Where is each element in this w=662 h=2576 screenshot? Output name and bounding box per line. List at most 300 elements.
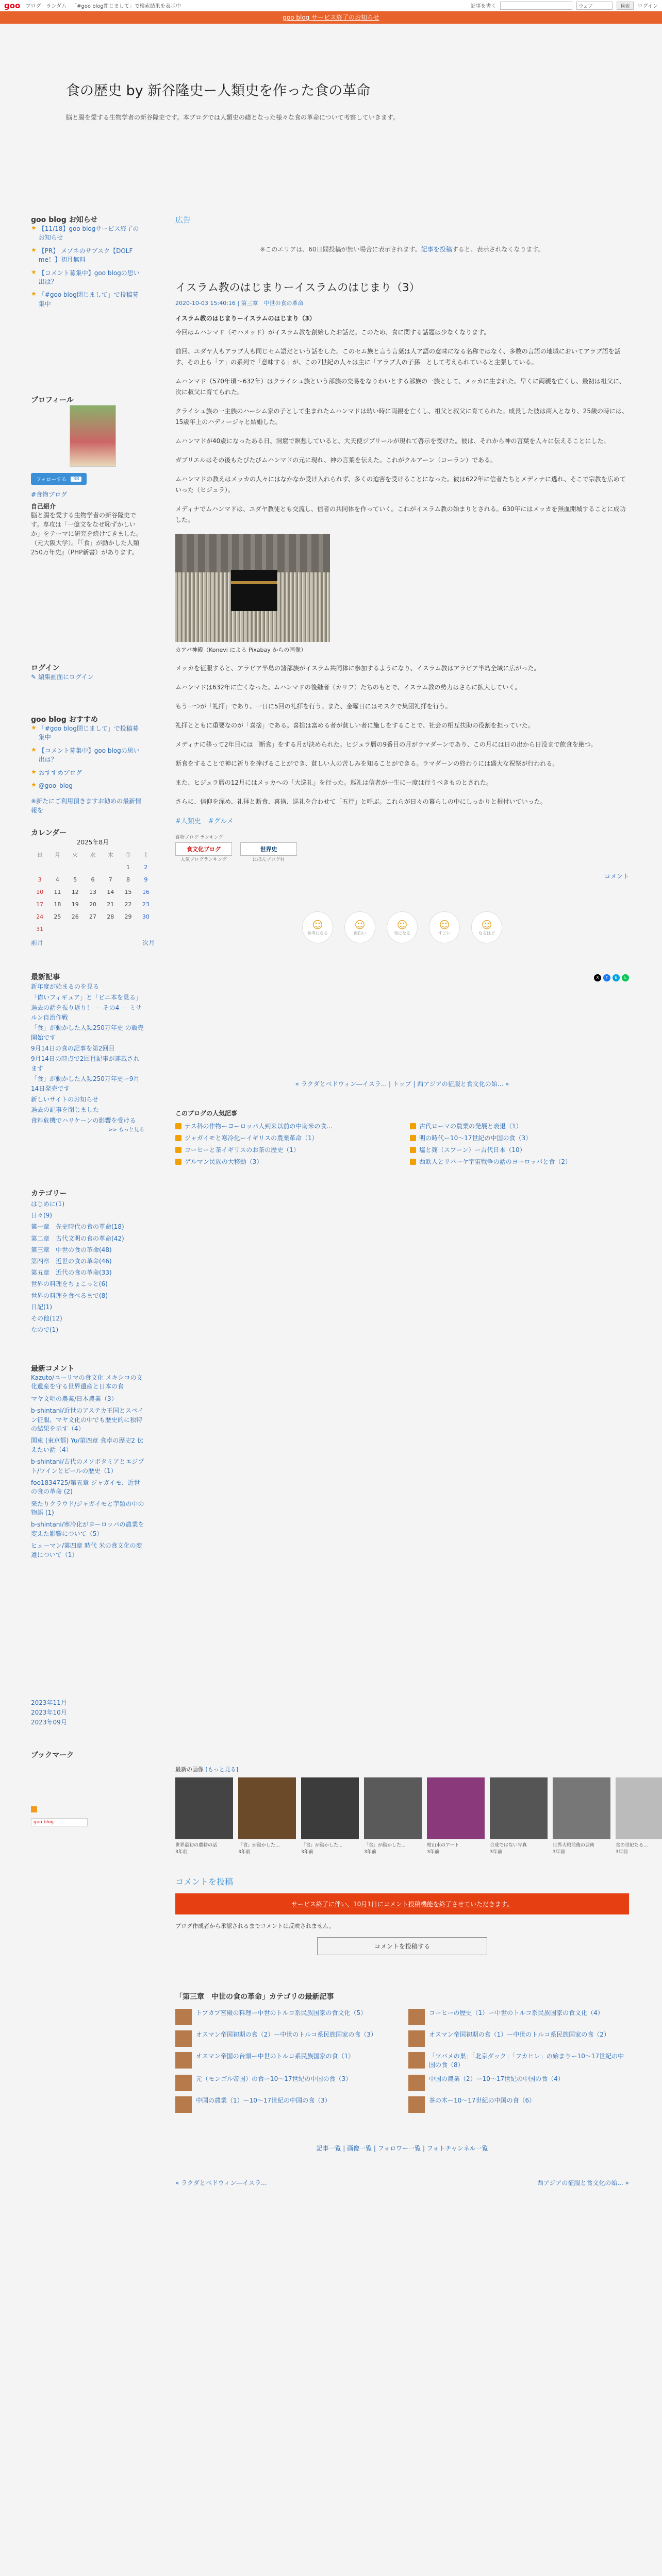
crown-icon: [175, 1147, 181, 1153]
article-paragraph: 前回、ユダヤ人もアラブ人も同じセム語だという話をした。このセム族と言う言葉は人ア語の意味になる名称ではなく、多数の言語の地域においてアラブ語を話す、その上ら「ア」の系列で「意味する」が、この7世紀の人々は主に「アラブ人の子孫」として考えられていると主張している。: [175, 348, 621, 366]
thumbnail-age: 3年前: [427, 1850, 439, 1855]
popular-link[interactable]: 古代ローマの農業の発展と衰退（1）: [419, 1123, 522, 1130]
popular-item: [410, 1133, 629, 1142]
calendar-day[interactable]: 14: [107, 888, 114, 895]
calendar-day[interactable]: 6: [91, 876, 95, 883]
category-link[interactable]: 第一章 先史時代の食の革命(18): [31, 1223, 124, 1231]
badge-caption: にほんブログ村: [252, 857, 285, 863]
recommend-note[interactable]: ※新たにご利用頂きますお勧めの最新情報を: [31, 798, 142, 815]
calendar-day[interactable]: 30: [142, 913, 150, 920]
reaction-label: すごい: [438, 930, 451, 936]
calendar-day[interactable]: 3: [38, 876, 42, 883]
popular-box: [175, 1109, 629, 1166]
popular-link[interactable]: ナス科の作物ーヨーロッパ人到来以前の中南米の食...: [185, 1123, 333, 1130]
comment-item: [31, 1479, 144, 1497]
calendar-day[interactable]: 8: [126, 876, 130, 883]
recent-post-link[interactable]: >> もっと見る: [108, 1127, 144, 1133]
thumbnail-image: [364, 1777, 422, 1839]
tag-link[interactable]: #人類史: [175, 818, 201, 826]
tag-link[interactable]: #グルメ: [208, 818, 234, 826]
crown-icon: [175, 1159, 181, 1165]
search-scope-select[interactable]: ウェブ: [576, 2, 613, 10]
comment-item: [31, 1541, 144, 1560]
follow-count: 38: [71, 477, 81, 482]
profile-handle[interactable]: #食物ブログ: [31, 491, 68, 498]
notice-link[interactable]: 「#goo blog閉じまして」で投稿募集中: [38, 291, 139, 308]
ad-note-text: すると、表示されなくなります。: [452, 246, 544, 253]
blog-description: 脳と腸を愛する生物学者の新谷隆史です。本ブログでは人類史の礎となった様々な食の革命について考察していきます。: [66, 114, 399, 121]
calendar-day[interactable]: 25: [54, 913, 61, 920]
recent-post-link[interactable]: 食料危機でハリケーンの影響を受ける: [31, 1116, 136, 1124]
calendar-weekday: 月: [54, 852, 60, 858]
article-category-link[interactable]: 第三章 中世の食の革命: [241, 300, 304, 307]
recent-post-link[interactable]: 新しいサイトのお知らせ: [31, 1095, 98, 1103]
comment-link-row: [175, 872, 629, 880]
comment-link[interactable]: マヤ文明の農業/日本農業（3）: [31, 1395, 118, 1402]
calendar-day: [31, 861, 48, 873]
footer-pager: [175, 2178, 629, 2187]
photo-caption: カアバ神殿（Konevi による Pixabay からの画像）: [175, 647, 307, 653]
calendar-day[interactable]: 22: [124, 901, 132, 908]
goo-topbar: [0, 0, 662, 11]
recent-image-card[interactable]: [616, 1777, 662, 1855]
calendar-day: [48, 861, 66, 873]
calendar-day[interactable]: 24: [36, 913, 44, 920]
calendar-day[interactable]: 17: [36, 901, 44, 908]
category-link[interactable]: 世界の料理を食べるまで(8): [31, 1292, 108, 1299]
star-icon: ★: [31, 246, 37, 253]
nav-random-link[interactable]: ランダム: [46, 4, 67, 9]
category-latest-link[interactable]: オスマン帝国初期の食（2）ー中世のトルコ系民族国家の食（3）: [196, 2031, 377, 2038]
recent-post-link[interactable]: 新年度が始まるのを見る: [31, 983, 100, 990]
thumbnail-image: [238, 1777, 296, 1839]
recent-image-card[interactable]: [301, 1777, 359, 1855]
thumbnail-image: [175, 1777, 233, 1839]
recent-image-card[interactable]: [175, 1777, 233, 1855]
crown-icon: [410, 1147, 416, 1153]
article-thumbnail[interactable]: [408, 2030, 425, 2047]
calendar-day[interactable]: 16: [142, 888, 150, 895]
ad-post-link[interactable]: 記事を投稿: [421, 246, 452, 253]
category-latest-link[interactable]: 中国の農業（2）ー10〜17世紀の中国の食（4）: [429, 2075, 564, 2082]
category-latest-link[interactable]: トプカプ宮殿の料理ー中世のトルコ系民族国家の食文化（5）: [196, 2009, 367, 2016]
article-paragraph: メディナでムハンマドは、ユダヤ教徒とも交流し、信者の共同体を作っていく。これがイスラム教の始まりとされる。630年にはメッカを無血開城することに成功した。: [175, 505, 626, 523]
prev-article-link[interactable]: « ラクダとベドウィン―イスラ...: [175, 2179, 267, 2187]
archive-box: [31, 1698, 144, 1728]
recent-post-link[interactable]: 9月14日の時点で2回目記事が連載されます: [31, 1055, 140, 1072]
comment-item: [31, 1520, 144, 1538]
comment-item: [31, 1458, 144, 1476]
calendar-weekday: 水: [90, 852, 96, 858]
article-paragraph: 断食をすることで神に祈りを捧げることができ、貧しい人の苦しみを知ることができる。ラマダーンの終わりには盛大な祝祭が行われる。: [175, 760, 559, 768]
blog-title[interactable]: 食の歴史 by 新谷隆史ー人類史を作った食の革命: [66, 83, 371, 99]
next-article-link[interactable]: 西アジアの征服と食文化の始... »: [537, 2179, 629, 2187]
comment-link[interactable]: 来たりクラウド/ジャガイモと芋類の中の物語 (1): [31, 1500, 144, 1517]
category-latest-item: [408, 2096, 629, 2113]
ranking-badges: [175, 842, 629, 862]
recent-image-card[interactable]: [490, 1777, 548, 1855]
calendar-day[interactable]: 23: [142, 901, 150, 908]
crown-icon: [175, 1123, 181, 1129]
calendar-weekday: 火: [72, 852, 78, 858]
article-paragraph: ガブリエルはその後もたびたびムハンマドの元に現れ、神の言葉を伝えた。これがクルアーン（コーラン）である。: [175, 456, 497, 464]
comment-link[interactable]: b-shintani/古代のメソポタミアとエジプト/ワインとビールの歴史（1）: [31, 1458, 144, 1475]
recent-image-card[interactable]: [427, 1777, 485, 1855]
category-latest-link[interactable]: オスマン帝国の台頭ー中世のトルコ系民族国家の食（1）: [196, 2053, 355, 2060]
comment-link[interactable]: b-shintani/近世のアステカ王国とスペイン征服、マヤ文化の中でも歴史的に独特の結果を示す（4）: [31, 1407, 144, 1432]
recent-list: [31, 982, 144, 1134]
category-latest-link[interactable]: 茶の木ー10〜17世紀の中国の食（6）: [429, 2096, 536, 2104]
calendar-day[interactable]: 21: [107, 901, 114, 908]
reaction-label: 参考になる: [307, 930, 328, 936]
comment-link[interactable]: b-shintani/寒冷化がヨーロッパの農業を変えた影響について（5）: [31, 1521, 144, 1537]
lower-main: [175, 1765, 648, 2187]
reaction-button[interactable]: [429, 911, 460, 943]
popular-title: このブログの人気記事: [175, 1110, 238, 1117]
calendar-day: [137, 923, 155, 935]
bookmark-title: ブックマーク: [31, 1751, 74, 1759]
goo-blog-badge[interactable]: goo blog: [31, 1818, 88, 1826]
article-thumbnail[interactable]: [408, 2096, 425, 2113]
calendar-day[interactable]: 12: [71, 888, 79, 895]
comment-item: [31, 1406, 144, 1433]
category-latest-item: [175, 2009, 396, 2025]
article-thumbnail[interactable]: [175, 2052, 192, 2069]
category-latest-grid: [175, 2009, 629, 2113]
reaction-button[interactable]: [344, 911, 375, 943]
article-pager[interactable]: « ラクダとベドウィン―イスラ... | トップ | 西アジアの征服と食文化の始... »: [295, 1080, 509, 1088]
calendar-day[interactable]: 19: [71, 901, 79, 908]
calendar-day: [67, 923, 84, 935]
thumbnail-age: 3年前: [238, 1850, 251, 1855]
article-thumbnail[interactable]: [408, 2009, 425, 2025]
calendar-day[interactable]: 28: [107, 913, 114, 920]
archive-link[interactable]: 2023年11月: [31, 1699, 67, 1706]
service-end-link[interactable]: goo blog サービス終了のお知らせ: [283, 14, 379, 21]
calendar-box: [31, 827, 155, 947]
article-title[interactable]: イスラム教のはじまりーイスラムのはじまり（3）: [175, 281, 420, 294]
crown-icon: [410, 1159, 416, 1165]
article-date: 2020-10-03 15:40:16: [175, 300, 236, 307]
article-thumbnail[interactable]: [175, 2009, 192, 2025]
reaction-button[interactable]: [387, 911, 418, 943]
star-icon: ★: [31, 224, 37, 231]
calendar-weekday: 金: [125, 852, 131, 858]
profile-box: [31, 395, 144, 557]
thumbnail-title: 「食」が動かした...: [301, 1843, 343, 1848]
share-buttons: [175, 974, 629, 981]
category-latest-title: 「第三章 中世の食の革命」カテゴリの最新記事: [175, 1993, 334, 2001]
calendar-table: [31, 849, 155, 935]
recent-images-strip: [175, 1777, 648, 1855]
thumbnail-image: [427, 1777, 485, 1839]
blog-header: [0, 24, 662, 163]
category-list: [31, 1198, 144, 1335]
main-column: [175, 214, 629, 1166]
category-latest-item: [408, 2009, 629, 2025]
calendar-day[interactable]: 31: [36, 925, 44, 933]
popular-item: [410, 1145, 629, 1154]
calendar-weekday: 日: [37, 852, 43, 858]
category-latest-item: [175, 2096, 396, 2113]
facebook-share-icon[interactable]: f: [603, 974, 610, 981]
popular-link[interactable]: ジャガイモと寒冷化ーイギリスの農業革命（1）: [185, 1134, 318, 1142]
archive-link[interactable]: 2023年10月: [31, 1709, 67, 1717]
recent-image-card[interactable]: [553, 1777, 610, 1855]
article-paragraph: ムハンマド（570年頃〜632年）はクライシュ族という部族の交易をなりわいとする部族の一族として、メッカに生まれた。早くに両親を亡くし、最初は祖父に、次に叔父に育てられた。: [175, 378, 625, 396]
calendar-day[interactable]: 5: [73, 876, 77, 883]
comments-title: 最新コメント: [31, 1365, 75, 1373]
post-comment-button[interactable]: コメントを投稿する: [317, 1937, 487, 1955]
x-share-icon[interactable]: X: [594, 974, 601, 981]
category-latest-item: [175, 2052, 396, 2070]
article-body: [175, 313, 629, 807]
crown-icon: [175, 1135, 181, 1141]
calendar-day[interactable]: 1: [126, 863, 130, 871]
category-link[interactable]: 第五章 近代の食の革命(33): [31, 1269, 112, 1277]
comment-link[interactable]: foo1834725/第五章 ジャガイモ、近世の食の革命 (2): [31, 1479, 140, 1496]
login-title: ログイン: [31, 664, 60, 672]
recent-images-more-link[interactable]: [もっと見る]: [205, 1766, 239, 1773]
reaction-label: 気になる: [394, 930, 410, 936]
popular-item: [175, 1122, 394, 1130]
calendar-day[interactable]: 20: [89, 901, 96, 908]
badge-caption: 人気ブログランキング: [180, 857, 227, 863]
popular-link[interactable]: 明の時代ー10〜17世紀の中国の食（3）: [419, 1134, 532, 1142]
calendar-day[interactable]: 15: [124, 888, 132, 895]
popular-item: [410, 1122, 629, 1130]
calendar-weekday: 土: [143, 852, 149, 858]
calendar-day[interactable]: 11: [54, 888, 61, 895]
calendar-prev-link[interactable]: 前月: [31, 939, 44, 946]
calendar-day[interactable]: 4: [55, 876, 59, 883]
comment-closed-link[interactable]: サービス終了に伴い、10月1日にコメント投稿機能を終了させていただきます。: [291, 1901, 513, 1908]
search-input[interactable]: [500, 2, 572, 10]
category-latest-item: [408, 2075, 629, 2091]
article-lead: イスラム教のはじまりーイスラムのはじまり（3）: [175, 315, 316, 322]
comment-link[interactable]: 関東 (東京都) Yu/第四章 食卓の歴史2 伝えたい話（4）: [31, 1437, 143, 1453]
star-icon: ★: [31, 268, 37, 276]
article-paragraph: さらに、信仰を深め、礼拝と断食、喜捨、巡礼を合わせて「五行」と呼ぶ。これらが日々の暮らしの中にしっかりと根付いていった。: [175, 798, 547, 806]
article-thumbnail[interactable]: [175, 2075, 192, 2091]
comment-link[interactable]: ヒューマン/第四章 時代 米の食文化の変遷について（1）: [31, 1542, 142, 1558]
notice-title: goo blog お知らせ: [31, 216, 98, 224]
popular-link[interactable]: 西欧人とリバーヤ宇宙戦争の話のヨーロッパと食（2）: [419, 1158, 572, 1166]
recent-images-title: 最新の画像: [175, 1766, 204, 1773]
article-thumbnail[interactable]: [175, 2030, 192, 2047]
archive-link[interactable]: 2023年09月: [31, 1719, 67, 1726]
category-link[interactable]: 第三章 中世の食の革命(48): [31, 1246, 112, 1253]
calendar-day[interactable]: 10: [36, 888, 44, 895]
kaaba-photo: [175, 534, 330, 642]
crown-icon: [410, 1135, 416, 1141]
calendar-title: カレンダー: [31, 829, 67, 837]
calendar-day[interactable]: 13: [89, 888, 96, 895]
popular-link[interactable]: 塩と麹（スプーン）ー古代日本（10）: [419, 1146, 526, 1154]
ad-note: [175, 245, 629, 253]
thumbnail-title: 世界大戦前後の芸術: [553, 1843, 595, 1848]
category-link[interactable]: 第二章 古代文明の食の革命(42): [31, 1234, 124, 1242]
notice-link[interactable]: 【11/18】goo blogサービス終了のお知らせ: [38, 225, 139, 242]
comment-item: [31, 1500, 144, 1518]
nav-hashtag-link[interactable]: 「#goo blog閉じまして」で検索結果を表示中: [71, 4, 181, 9]
category-latest-item: [408, 2052, 629, 2070]
thumbnail-title: 「食」が動かした...: [364, 1843, 406, 1848]
comment-link[interactable]: コメント: [604, 873, 629, 880]
hatena-share-icon[interactable]: B: [613, 974, 620, 981]
calendar-day[interactable]: 18: [54, 901, 61, 908]
line-share-icon[interactable]: L: [622, 974, 629, 981]
recommend-link[interactable]: 「#goo blog閉じまして」で投稿募集中: [38, 725, 139, 741]
recent-title: 最新記事: [31, 973, 60, 981]
thumbnail-title: 合成ではない写真: [490, 1843, 527, 1848]
category-latest-link[interactable]: 元（モンゴル帝国）の食ー10〜17世紀の中国の食（3）: [196, 2075, 352, 2082]
recent-image-card[interactable]: [238, 1777, 296, 1855]
article-paragraph: 今回はムハンマド（モハメッド）がイスラム教を創始したお話だ。このため、食に関する話題は少なくなります。: [175, 329, 490, 336]
recent-post-link[interactable]: 「食」が動かした人類250万年史ー9月14日発売です: [31, 1075, 140, 1092]
thumbnail-age: 3年前: [616, 1850, 628, 1855]
rss-icon[interactable]: [31, 1806, 144, 1814]
calendar-day[interactable]: 9: [144, 876, 148, 883]
recommend-link[interactable]: @goo_blog: [38, 782, 73, 789]
reaction-button[interactable]: [302, 911, 333, 943]
search-button[interactable]: 検索: [617, 2, 633, 10]
thumbnail-title: 食の世紀たる...: [616, 1843, 648, 1848]
thumbnail-image: [301, 1777, 359, 1839]
calendar-day[interactable]: 2: [144, 863, 148, 871]
thumbnail-title: 枯山水のアート: [427, 1843, 459, 1848]
thumbnail-age: 3年前: [301, 1850, 313, 1855]
category-title: カテゴリー: [31, 1190, 67, 1198]
profile-avatar[interactable]: [70, 405, 116, 467]
thumbnail-age: 3年前: [553, 1850, 565, 1855]
notice-link[interactable]: 【コメント募集中】goo blogの思い出は？: [38, 269, 140, 285]
popular-link[interactable]: コーヒーと茶イギリスのお茶の歴史（1）: [185, 1146, 300, 1154]
star-icon: ★: [31, 781, 37, 788]
comment-item: [31, 1374, 144, 1392]
smile-icon: ☺: [481, 918, 492, 931]
calendar-day[interactable]: 7: [108, 876, 112, 883]
calendar-day: [84, 923, 102, 935]
recent-posts-box: [31, 972, 144, 1136]
category-latest-item: [408, 2030, 629, 2047]
recent-post-link[interactable]: 「偉いフィギュア」と「ビニ本を見る」: [31, 993, 142, 1001]
ranking-note: 食物ブログ ランキング: [175, 835, 223, 841]
category-link[interactable]: その他(12): [31, 1314, 62, 1322]
thumbnail-title: 「食」が動かした...: [238, 1843, 280, 1848]
notice-box: [31, 214, 144, 313]
login-link[interactable]: ログイン: [637, 4, 658, 9]
notice-link[interactable]: 【PR】 メゾネのサブスク【DOLF me！】初月無料: [38, 247, 133, 264]
calendar-next-link[interactable]: 次月: [142, 939, 155, 946]
follow-button[interactable]: [31, 473, 87, 485]
recent-images-header: [175, 1765, 629, 1773]
article-thumbnail[interactable]: [175, 2096, 192, 2113]
popular-link[interactable]: ゲルマン民族の大移動（3）: [185, 1158, 263, 1166]
reaction-button[interactable]: [471, 911, 502, 943]
article-paragraph: もう一つが「礼拝」であり、一日に5回の礼拝を行う。また、金曜日にはモスクで集団礼拝を行う。: [175, 703, 452, 710]
follow-label: フォローする: [36, 477, 67, 483]
edit-login-link[interactable]: 編集画面にログイン: [38, 673, 94, 681]
calendar-day[interactable]: 29: [124, 913, 132, 920]
thumbnail-image: [490, 1777, 548, 1839]
recent-post-link[interactable]: 「食」が動かした人類250万年史 の販売開始です: [31, 1024, 144, 1041]
ranking-badge[interactable]: 世界史: [240, 842, 297, 856]
article-paragraph: また、ヒジュラ暦の12月にはメッカへの「大巡礼」を行った。巡礼は信者が一生に一度は行うべきものとされた。: [175, 779, 493, 787]
category-latest-link[interactable]: オスマン帝国初期の食（1）ー中世のトルコ系民族国家の食（2）: [429, 2031, 610, 2038]
popular-item: [175, 1145, 394, 1154]
category-link[interactable]: 日記(1): [31, 1303, 52, 1311]
calendar-day: [119, 923, 137, 935]
calendar-day[interactable]: 27: [89, 913, 96, 920]
article-paragraph: メッカを征服すると、アラビア半島の諸部族がイスラム共同体に参加するようになり、イスラム教はアラビア半島全域に広がった。: [175, 665, 540, 672]
category-link[interactable]: 第四章 近世の食の革命(46): [31, 1257, 112, 1265]
category-latest-link[interactable]: 「ツバメの巣」「北京ダック」「フカヒレ」の始まりー10〜17世紀の中国の食（8）: [429, 2053, 624, 2069]
calendar-day: [84, 861, 102, 873]
bookmark-box: [31, 1750, 144, 1826]
thumbnail-title: 世界最初の農耕の話: [175, 1843, 218, 1848]
reaction-buttons: [175, 911, 629, 943]
ad-title: 広告: [175, 215, 191, 225]
category-link[interactable]: 日々(9): [31, 1212, 52, 1219]
smile-icon: ☺: [396, 918, 408, 931]
smile-icon: ☺: [439, 918, 450, 931]
category-latest-link[interactable]: 中国の農業（1）ー10〜17世紀の中国の食（3）: [196, 2096, 331, 2104]
article-tags: [175, 816, 629, 825]
calendar-day: [102, 923, 119, 935]
article-thumbnail[interactable]: [408, 2075, 425, 2091]
reaction-label: 面白い: [354, 930, 366, 936]
category-latest-item: [175, 2075, 396, 2091]
recommend-link[interactable]: 【コメント募集中】goo blogの思い出は？: [38, 747, 140, 764]
service-end-banner: [0, 11, 662, 24]
category-link[interactable]: はじめに(1): [31, 1200, 64, 1208]
recent-post-link[interactable]: 9月14日の食の記事を第2回目: [31, 1044, 115, 1052]
category-box: [31, 1188, 144, 1335]
star-icon: ★: [31, 768, 37, 775]
nav-blog-link[interactable]: ブログ: [25, 4, 41, 9]
article-meta: 2020-10-03 15:40:16 | 第三章 中世の食の革命: [175, 300, 304, 307]
footer-links[interactable]: 記事一覧 | 画像一覧 | フォロワー一覧 | フォトチャンネル一覧: [316, 2144, 488, 2152]
smile-icon: ☺: [312, 918, 323, 931]
ad-note-text: ※このエリアは、60日間投稿が無い場合に表示されます。: [260, 246, 421, 253]
recent-post-link[interactable]: 過去の話を振り返り！ — その4 — ミサルン自治作戦: [31, 1004, 142, 1021]
goo-logo[interactable]: goo: [4, 1, 21, 10]
ranking-badge[interactable]: 食文化ブログ: [175, 842, 232, 856]
thumbnail-image: [553, 1777, 610, 1839]
category-link[interactable]: なので(1): [31, 1326, 58, 1334]
calendar-month: 2025年8月: [76, 839, 109, 846]
comment-approval-note: ブログ作成者から承認されるまでコメントは反映されません。: [175, 1923, 335, 1929]
profile-title: プロフィール: [31, 396, 74, 404]
recent-image-card[interactable]: [364, 1777, 422, 1855]
article-thumbnail[interactable]: [408, 2052, 425, 2069]
comment-link[interactable]: Kazuto/ユーリマの食文化 メキシコの文化遺産を守る世界遺産と日本の食: [31, 1374, 143, 1391]
thumbnail-age: 3年前: [364, 1850, 376, 1855]
category-latest-link[interactable]: コーヒーの歴史（1）ー中世のトルコ系民族国家の食文化（4）: [429, 2009, 604, 2016]
recommend-box: [31, 714, 144, 815]
popular-item: [175, 1157, 394, 1166]
write-post-link[interactable]: 記事を書く: [470, 4, 496, 9]
category-link[interactable]: 世界の料理をちょこっと(6): [31, 1280, 108, 1288]
article-paragraph: ムハンマドは632年に亡くなった。ムハンマドの後継者（カリフ）たちのもとで、イスラム教の勢力はさらに拡大していく。: [175, 684, 521, 691]
calendar-day: [102, 861, 119, 873]
comments-box: [31, 1363, 144, 1563]
recommend-link[interactable]: おすすめブログ: [38, 769, 82, 776]
thumbnail-age: 3年前: [175, 1850, 188, 1855]
recent-post-link[interactable]: 過去の記事を閉じました: [31, 1106, 100, 1114]
calendar-day[interactable]: 26: [71, 913, 79, 920]
